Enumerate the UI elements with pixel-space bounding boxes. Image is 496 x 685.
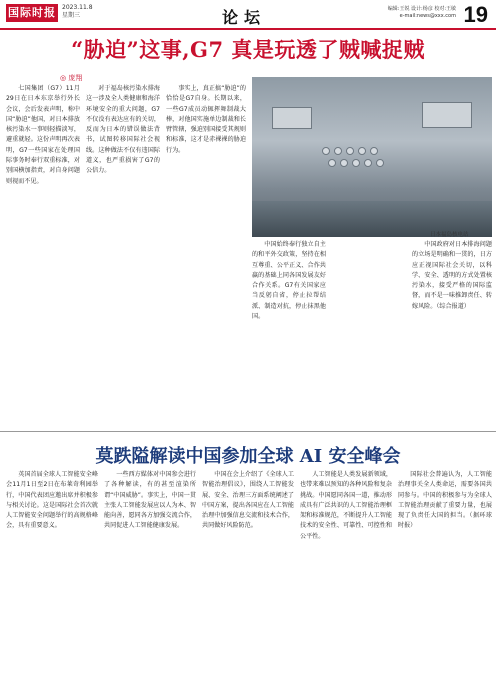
article2-column-4 [300,470,392,682]
page-number: 19 [463,2,488,27]
article1-text: 中国政府对日本排海问题的立场是明确和一贯的，日方应正视国际社会关切，以科学、安全、透明的方式处置核污染水，接受严格的国际监督，而不是一味推卸责任、转嫁风险。（综合报道） [412,241,492,310]
article1-text: 中国始终奉行独立自主的和平外交政策，坚持在相互尊重、公平正义、合作共赢的基础上同各国发展友好合作关系。G7有关国家应当反躬自省，停止拉帮结派、制造对抗，停止抹黑他国。 [252,241,326,321]
article2-column-5 [398,470,492,682]
tank-shape [346,147,354,155]
tank-shape [322,147,330,155]
tank-shape [352,159,360,167]
photo-caption: 日本福岛核电站 [430,232,469,238]
article2-text: 英国首届全球人工智能安全峰会11月1日至2日在布莱奇利园举行，中国代表团应邀出席并积极参与相关讨论。这是国际社会首次就人工智能安全问题举行的高规格峰会，具有重要意义。 [6,471,98,530]
article1-headline: “胁迫”这事,G7 真是玩透了贼喊捉贼 [71,37,425,62]
section-title: 论坛 [222,8,267,27]
email-line: e-mail:news@xxx.com [399,13,456,19]
building-shape [422,102,472,128]
tank-shape [370,147,378,155]
issue-weekday: 星期三 [62,12,81,19]
masthead [0,0,496,30]
nuclear-plant-photo [252,77,492,237]
article2-column-3 [202,470,294,682]
tank-shape [334,147,342,155]
building-shape [272,107,312,129]
tank-shape [358,147,366,155]
tank-shape [376,159,384,167]
article1-text: 七国集团（G7）11月29日在日本东京举行外长会议，会后发表声明，称中国“胁迫”他国，对日本排放核污染水一事则轻描淡写，避重就轻。这份声明再次表明，G7一些国家在处理国际事务时奉行双重标准，对别国横加指责，对自身问题则视而不见。 [6,85,80,185]
editors-info [388,6,456,20]
issue-info [62,4,93,20]
article2-text: 人工智能是人类发展新领域，也带来难以预知的各种风险和复杂挑战。中国愿同各国一道，推动形成具有广泛共识的人工智能治理框架和标准规范，不断提升人工智能技术的安全性、可靠性、可控性和公平性。 [300,471,392,540]
article2-text: 国际社会普遍认为，人工智能治理事关全人类命运，需要各国共同参与。中国的积极参与为全球人工智能治理贡献了重要力量，也展现了负责任大国的担当。（据环球时报） [398,471,492,530]
tank-shape [364,159,372,167]
issue-date: 2023.11.8 [62,4,93,11]
editors-line: 编辑:王锐 设计:杨彦 校对:王敏 [387,6,456,12]
section-divider [0,431,496,432]
article2-column-1 [6,470,98,682]
article2-column-2 [104,470,196,682]
article2-headline: 莫跌隘解读中国参加全球 AI 安全峰会 [95,446,401,467]
article1-text: 事实上，真正搞“胁迫”的恰恰是G7自身。长期以来，一些G7成员动辄挥舞制裁大棒，对他国实施单边制裁和长臂管辖，强迫别国接受其规则和标准，这才是赤裸裸的胁迫行为。 [166,85,246,154]
article2-text: 一些西方媒体对中国参会进行了各种解读，有的甚至渲染所谓“中国威胁”。事实上，中国一贯主张人工智能发展应以人为本、智能向善，愿同各方加强交流合作，共同促进人工智能健康发展。 [104,471,196,530]
article1-column-1 [6,84,80,429]
article1-column-4 [252,240,326,430]
article2-text: 中国在会上介绍了《全球人工智能治理倡议》，围绕人工智能发展、安全、治理三方面系统阐述了中国方案，提出各国应在人工智能治理中加强信息交流和技术合作，共同做好风险防范。 [202,471,294,530]
article1-column-3 [166,84,246,429]
article1-byline: ◎ 庞翔 [60,74,83,82]
article1-column-5 [412,240,492,430]
tank-shape [328,159,336,167]
article1-column-2 [86,84,160,429]
newspaper-logo: 国际时报 [6,4,58,22]
article1-text: 对于福岛核污染水排海这一涉及全人类健康和海洋环境安全的重大问题，G7不仅没有表达应有的关切，反而为日本的错误做法背书，试图转移国际社会视线。这种做法不仅有违国际道义，也严重损害了G7的公信力。 [86,85,160,175]
tank-shape [340,159,348,167]
